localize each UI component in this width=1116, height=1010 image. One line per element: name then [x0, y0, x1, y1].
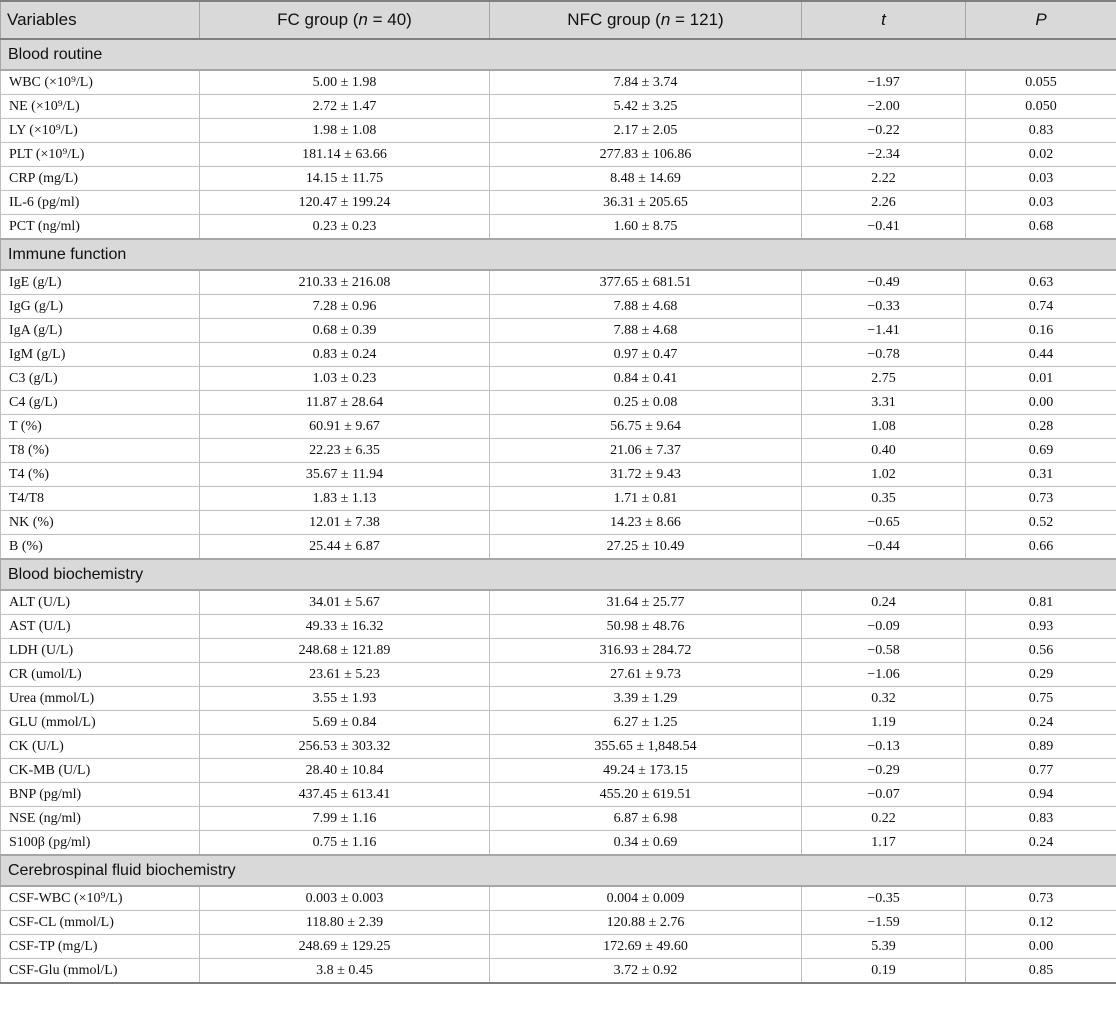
- variable-cell: B (%): [1, 535, 200, 560]
- section-row: [1, 39, 1116, 70]
- section-title: Immune function: [1, 239, 1116, 270]
- variable-cell: IL-6 (pg/ml): [1, 191, 200, 215]
- table-row: [1, 735, 1116, 759]
- table-row: [1, 319, 1116, 343]
- variable-cell: IgM (g/L): [1, 343, 200, 367]
- table-row: [1, 959, 1116, 984]
- nfc-value-cell: 14.23 ± 8.66: [490, 511, 802, 535]
- p-value-cell: 0.16: [966, 319, 1116, 343]
- variable-cell: PCT (ng/ml): [1, 215, 200, 240]
- fc-value-cell: 34.01 ± 5.67: [200, 590, 490, 615]
- table-row: [1, 511, 1116, 535]
- t-value-cell: −0.22: [802, 119, 966, 143]
- table-row: [1, 391, 1116, 415]
- t-value-cell: −0.78: [802, 343, 966, 367]
- fc-value-cell: 248.68 ± 121.89: [200, 639, 490, 663]
- p-value-cell: 0.44: [966, 343, 1116, 367]
- nfc-value-cell: 49.24 ± 173.15: [490, 759, 802, 783]
- t-value-cell: −0.33: [802, 295, 966, 319]
- p-value-cell: 0.03: [966, 167, 1116, 191]
- fc-value-cell: 49.33 ± 16.32: [200, 615, 490, 639]
- p-value-cell: 0.52: [966, 511, 1116, 535]
- fc-value-cell: 0.83 ± 0.24: [200, 343, 490, 367]
- variable-cell: NK (%): [1, 511, 200, 535]
- table-row: [1, 415, 1116, 439]
- p-value-cell: 0.74: [966, 295, 1116, 319]
- nfc-value-cell: 27.61 ± 9.73: [490, 663, 802, 687]
- fc-value-cell: 60.91 ± 9.67: [200, 415, 490, 439]
- t-value-cell: 1.02: [802, 463, 966, 487]
- header-nfc-group: NFC group (n = 121): [490, 1, 802, 39]
- t-value-cell: −0.13: [802, 735, 966, 759]
- fc-value-cell: 181.14 ± 63.66: [200, 143, 490, 167]
- nfc-value-cell: 377.65 ± 681.51: [490, 270, 802, 295]
- fc-value-cell: 25.44 ± 6.87: [200, 535, 490, 560]
- table-row: [1, 119, 1116, 143]
- section-title: Blood biochemistry: [1, 559, 1116, 590]
- p-value-cell: 0.01: [966, 367, 1116, 391]
- nfc-value-cell: 6.87 ± 6.98: [490, 807, 802, 831]
- p-value-cell: 0.00: [966, 935, 1116, 959]
- p-value-cell: 0.94: [966, 783, 1116, 807]
- t-value-cell: −0.29: [802, 759, 966, 783]
- t-value-cell: −1.41: [802, 319, 966, 343]
- nfc-value-cell: 6.27 ± 1.25: [490, 711, 802, 735]
- fc-value-cell: 14.15 ± 11.75: [200, 167, 490, 191]
- fc-value-cell: 3.8 ± 0.45: [200, 959, 490, 984]
- nfc-value-cell: 3.72 ± 0.92: [490, 959, 802, 984]
- t-value-cell: 2.26: [802, 191, 966, 215]
- section-row: [1, 559, 1116, 590]
- fc-value-cell: 23.61 ± 5.23: [200, 663, 490, 687]
- variable-cell: ALT (U/L): [1, 590, 200, 615]
- fc-value-cell: 0.003 ± 0.003: [200, 886, 490, 911]
- p-value-cell: 0.055: [966, 70, 1116, 95]
- fc-value-cell: 12.01 ± 7.38: [200, 511, 490, 535]
- fc-value-cell: 7.28 ± 0.96: [200, 295, 490, 319]
- variable-cell: T (%): [1, 415, 200, 439]
- table-row: [1, 663, 1116, 687]
- table-row: [1, 143, 1116, 167]
- fc-value-cell: 248.69 ± 129.25: [200, 935, 490, 959]
- variable-cell: LDH (U/L): [1, 639, 200, 663]
- t-value-cell: −1.06: [802, 663, 966, 687]
- t-value-cell: −0.09: [802, 615, 966, 639]
- p-value-cell: 0.77: [966, 759, 1116, 783]
- fc-value-cell: 118.80 ± 2.39: [200, 911, 490, 935]
- nfc-value-cell: 172.69 ± 49.60: [490, 935, 802, 959]
- nfc-value-cell: 7.88 ± 4.68: [490, 295, 802, 319]
- t-value-cell: −0.65: [802, 511, 966, 535]
- t-value-cell: 1.08: [802, 415, 966, 439]
- table-row: [1, 439, 1116, 463]
- table-row: [1, 783, 1116, 807]
- table-row: [1, 711, 1116, 735]
- table-row: [1, 215, 1116, 240]
- variable-cell: T4/T8: [1, 487, 200, 511]
- nfc-value-cell: 7.88 ± 4.68: [490, 319, 802, 343]
- table-body: [1, 39, 1116, 983]
- variable-cell: NE (×10⁹/L): [1, 95, 200, 119]
- variable-cell: CSF-TP (mg/L): [1, 935, 200, 959]
- fc-value-cell: 2.72 ± 1.47: [200, 95, 490, 119]
- fc-value-cell: 1.83 ± 1.13: [200, 487, 490, 511]
- table-row: [1, 95, 1116, 119]
- variable-cell: GLU (mmol/L): [1, 711, 200, 735]
- fc-value-cell: 1.03 ± 0.23: [200, 367, 490, 391]
- t-value-cell: 0.24: [802, 590, 966, 615]
- fc-value-cell: 11.87 ± 28.64: [200, 391, 490, 415]
- p-value-cell: 0.93: [966, 615, 1116, 639]
- variable-cell: IgE (g/L): [1, 270, 200, 295]
- variable-cell: CK (U/L): [1, 735, 200, 759]
- t-value-cell: 1.19: [802, 711, 966, 735]
- section-row: [1, 239, 1116, 270]
- nfc-value-cell: 0.97 ± 0.47: [490, 343, 802, 367]
- variable-cell: CRP (mg/L): [1, 167, 200, 191]
- fc-value-cell: 0.68 ± 0.39: [200, 319, 490, 343]
- table-row: [1, 831, 1116, 856]
- variable-cell: LY (×10⁹/L): [1, 119, 200, 143]
- header-variables: Variables: [1, 1, 200, 39]
- table-row: [1, 367, 1116, 391]
- fc-value-cell: 7.99 ± 1.16: [200, 807, 490, 831]
- nfc-value-cell: 455.20 ± 619.51: [490, 783, 802, 807]
- table-row: [1, 487, 1116, 511]
- fc-value-cell: 256.53 ± 303.32: [200, 735, 490, 759]
- nfc-value-cell: 5.42 ± 3.25: [490, 95, 802, 119]
- t-value-cell: −2.34: [802, 143, 966, 167]
- header-fc-group: FC group (n = 40): [200, 1, 490, 39]
- nfc-value-cell: 27.25 ± 10.49: [490, 535, 802, 560]
- t-value-cell: 3.31: [802, 391, 966, 415]
- t-value-cell: 0.22: [802, 807, 966, 831]
- table-row: [1, 191, 1116, 215]
- variable-cell: CR (umol/L): [1, 663, 200, 687]
- nfc-value-cell: 21.06 ± 7.37: [490, 439, 802, 463]
- p-value-cell: 0.66: [966, 535, 1116, 560]
- t-value-cell: 0.35: [802, 487, 966, 511]
- nfc-value-cell: 1.71 ± 0.81: [490, 487, 802, 511]
- table-row: [1, 590, 1116, 615]
- fc-value-cell: 3.55 ± 1.93: [200, 687, 490, 711]
- p-value-cell: 0.75: [966, 687, 1116, 711]
- table-row: [1, 911, 1116, 935]
- fc-value-cell: 0.23 ± 0.23: [200, 215, 490, 240]
- nfc-value-cell: 2.17 ± 2.05: [490, 119, 802, 143]
- table-row: [1, 463, 1116, 487]
- p-value-cell: 0.73: [966, 886, 1116, 911]
- variable-cell: AST (U/L): [1, 615, 200, 639]
- fc-value-cell: 5.00 ± 1.98: [200, 70, 490, 95]
- variable-cell: NSE (ng/ml): [1, 807, 200, 831]
- variable-cell: CSF-CL (mmol/L): [1, 911, 200, 935]
- fc-value-cell: 28.40 ± 10.84: [200, 759, 490, 783]
- table-row: [1, 615, 1116, 639]
- t-value-cell: 2.22: [802, 167, 966, 191]
- p-value-cell: 0.63: [966, 270, 1116, 295]
- p-value-cell: 0.81: [966, 590, 1116, 615]
- nfc-value-cell: 56.75 ± 9.64: [490, 415, 802, 439]
- table-header: [1, 1, 1116, 39]
- section-title: Blood routine: [1, 39, 1116, 70]
- nfc-value-cell: 1.60 ± 8.75: [490, 215, 802, 240]
- header-row: [1, 1, 1116, 39]
- table-row: [1, 935, 1116, 959]
- fc-value-cell: 22.23 ± 6.35: [200, 439, 490, 463]
- p-value-cell: 0.02: [966, 143, 1116, 167]
- p-value-cell: 0.24: [966, 831, 1116, 856]
- variable-cell: CSF-Glu (mmol/L): [1, 959, 200, 984]
- p-value-cell: 0.73: [966, 487, 1116, 511]
- table-row: [1, 639, 1116, 663]
- header-t: t: [802, 1, 966, 39]
- nfc-value-cell: 120.88 ± 2.76: [490, 911, 802, 935]
- variable-cell: C3 (g/L): [1, 367, 200, 391]
- t-value-cell: 2.75: [802, 367, 966, 391]
- t-value-cell: −1.59: [802, 911, 966, 935]
- fc-value-cell: 0.75 ± 1.16: [200, 831, 490, 856]
- t-value-cell: 0.40: [802, 439, 966, 463]
- table-row: [1, 270, 1116, 295]
- nfc-value-cell: 36.31 ± 205.65: [490, 191, 802, 215]
- table-row: [1, 687, 1116, 711]
- table-row: [1, 535, 1116, 560]
- t-value-cell: −0.07: [802, 783, 966, 807]
- nfc-value-cell: 7.84 ± 3.74: [490, 70, 802, 95]
- nfc-value-cell: 0.004 ± 0.009: [490, 886, 802, 911]
- t-value-cell: 1.17: [802, 831, 966, 856]
- variable-cell: PLT (×10⁹/L): [1, 143, 200, 167]
- header-p: P: [966, 1, 1116, 39]
- fc-value-cell: 120.47 ± 199.24: [200, 191, 490, 215]
- p-value-cell: 0.85: [966, 959, 1116, 984]
- fc-value-cell: 5.69 ± 0.84: [200, 711, 490, 735]
- p-value-cell: 0.00: [966, 391, 1116, 415]
- section-row: [1, 855, 1116, 886]
- table-row: [1, 70, 1116, 95]
- nfc-value-cell: 0.34 ± 0.69: [490, 831, 802, 856]
- t-value-cell: −2.00: [802, 95, 966, 119]
- nfc-value-cell: 31.72 ± 9.43: [490, 463, 802, 487]
- variable-cell: CSF-WBC (×10⁹/L): [1, 886, 200, 911]
- p-value-cell: 0.31: [966, 463, 1116, 487]
- nfc-value-cell: 3.39 ± 1.29: [490, 687, 802, 711]
- nfc-value-cell: 277.83 ± 106.86: [490, 143, 802, 167]
- p-value-cell: 0.89: [966, 735, 1116, 759]
- variable-cell: T8 (%): [1, 439, 200, 463]
- variable-cell: IgG (g/L): [1, 295, 200, 319]
- variable-cell: IgA (g/L): [1, 319, 200, 343]
- table-row: [1, 295, 1116, 319]
- table-row: [1, 886, 1116, 911]
- variable-cell: WBC (×10⁹/L): [1, 70, 200, 95]
- nfc-value-cell: 316.93 ± 284.72: [490, 639, 802, 663]
- table-row: [1, 759, 1116, 783]
- t-value-cell: −0.44: [802, 535, 966, 560]
- t-value-cell: 0.32: [802, 687, 966, 711]
- section-title: Cerebrospinal fluid biochemistry: [1, 855, 1116, 886]
- table-row: [1, 343, 1116, 367]
- t-value-cell: −0.35: [802, 886, 966, 911]
- t-value-cell: −1.97: [802, 70, 966, 95]
- variable-cell: BNP (pg/ml): [1, 783, 200, 807]
- table-row: [1, 807, 1116, 831]
- nfc-value-cell: 355.65 ± 1,848.54: [490, 735, 802, 759]
- p-value-cell: 0.83: [966, 119, 1116, 143]
- variable-cell: Urea (mmol/L): [1, 687, 200, 711]
- fc-value-cell: 35.67 ± 11.94: [200, 463, 490, 487]
- nfc-value-cell: 0.84 ± 0.41: [490, 367, 802, 391]
- fc-value-cell: 1.98 ± 1.08: [200, 119, 490, 143]
- table-row: [1, 167, 1116, 191]
- p-value-cell: 0.12: [966, 911, 1116, 935]
- p-value-cell: 0.68: [966, 215, 1116, 240]
- p-value-cell: 0.69: [966, 439, 1116, 463]
- t-value-cell: −0.41: [802, 215, 966, 240]
- variable-cell: C4 (g/L): [1, 391, 200, 415]
- t-value-cell: −0.58: [802, 639, 966, 663]
- variable-cell: S100β (pg/ml): [1, 831, 200, 856]
- p-value-cell: 0.28: [966, 415, 1116, 439]
- fc-value-cell: 437.45 ± 613.41: [200, 783, 490, 807]
- nfc-value-cell: 31.64 ± 25.77: [490, 590, 802, 615]
- variable-cell: CK-MB (U/L): [1, 759, 200, 783]
- fc-value-cell: 210.33 ± 216.08: [200, 270, 490, 295]
- nfc-value-cell: 50.98 ± 48.76: [490, 615, 802, 639]
- p-value-cell: 0.56: [966, 639, 1116, 663]
- t-value-cell: −0.49: [802, 270, 966, 295]
- t-value-cell: 0.19: [802, 959, 966, 984]
- p-value-cell: 0.050: [966, 95, 1116, 119]
- nfc-value-cell: 0.25 ± 0.08: [490, 391, 802, 415]
- t-value-cell: 5.39: [802, 935, 966, 959]
- p-value-cell: 0.83: [966, 807, 1116, 831]
- p-value-cell: 0.29: [966, 663, 1116, 687]
- p-value-cell: 0.24: [966, 711, 1116, 735]
- nfc-value-cell: 8.48 ± 14.69: [490, 167, 802, 191]
- variable-cell: T4 (%): [1, 463, 200, 487]
- p-value-cell: 0.03: [966, 191, 1116, 215]
